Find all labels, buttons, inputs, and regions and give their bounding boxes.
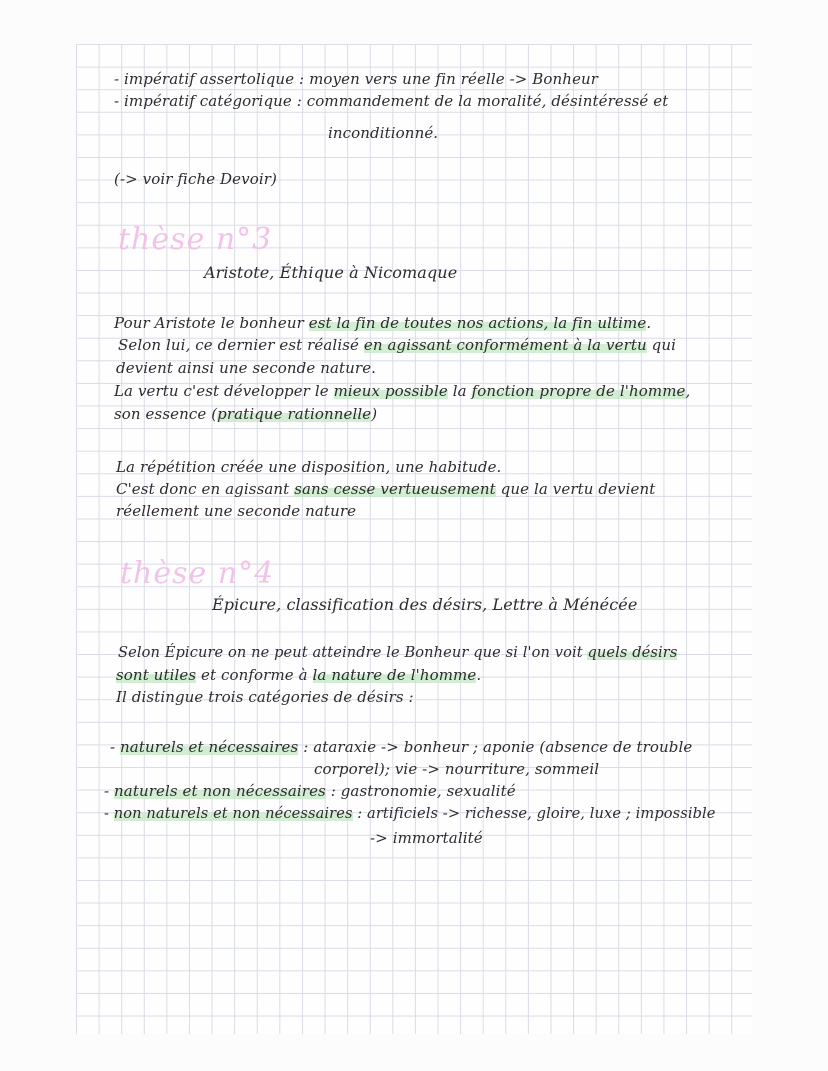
desire-category-natural-necessary xyxy=(110,738,692,756)
grid-paper xyxy=(76,44,752,1034)
these-3-heading: thèse n°3 xyxy=(118,222,273,257)
highlight: est la fin de toutes nos actions, la fin ultime xyxy=(308,314,647,332)
highlight: la nature de l'homme xyxy=(312,666,477,684)
text-segment: La vertu c'est développer le xyxy=(114,382,334,400)
text-segment: Pour Aristote le bonheur xyxy=(114,314,309,332)
highlight: non naturels et non nécessaires xyxy=(113,805,353,822)
text-segment: Selon lui, ce dernier est réalisé xyxy=(118,336,364,354)
these-4-line-1 xyxy=(118,644,677,662)
highlight: sans cesse vertueusement xyxy=(294,480,496,498)
highlight: naturels et non nécessaires xyxy=(114,782,326,800)
highlight: quels désirs xyxy=(587,644,678,661)
text-segment: . xyxy=(476,666,482,684)
these-4-heading: thèse n°4 xyxy=(120,556,275,591)
these-3-line-6: La répétition créée une disposition, une habitude. xyxy=(116,458,502,476)
these-3-line-4 xyxy=(114,382,690,400)
desire-category-natural-unnecessary xyxy=(104,782,516,800)
see-duty-note: (-> voir fiche Devoir) xyxy=(114,170,277,188)
text-segment: - xyxy=(104,805,114,822)
text-segment: - xyxy=(104,782,115,800)
desire-category-unnatural-unnecessary-continuation: -> immortalité xyxy=(370,829,483,847)
text-segment: et conforme à xyxy=(196,666,313,684)
imperative-assertoric-line: - impératif assertolique : moyen vers une fin réelle -> Bonheur xyxy=(114,70,599,88)
text-segment: Selon Épicure on ne peut atteindre le Bonheur que si l'on voit xyxy=(118,644,588,661)
text-segment: : artificiels -> richesse, gloire, luxe ; impossible xyxy=(352,805,716,822)
imperative-categorical-continuation: inconditionné. xyxy=(328,124,439,142)
highlight: fonction propre de l'homme xyxy=(471,382,686,400)
these-4-line-3: Il distingue trois catégories de désirs : xyxy=(116,688,414,706)
these-3-line-2 xyxy=(118,336,676,354)
text-segment: . xyxy=(646,314,652,332)
these-3-subtitle: Aristote, Éthique à Nicomaque xyxy=(204,263,458,282)
highlight: naturels et nécessaires xyxy=(120,738,299,756)
highlight: pratique rationnelle xyxy=(217,405,372,423)
text-segment: que la vertu devient xyxy=(495,480,656,498)
desire-category-natural-necessary-continuation: corporel); vie -> nourriture, sommeil xyxy=(314,760,600,778)
these-4-subtitle: Épicure, classification des désirs, Lettre à Ménécée xyxy=(212,595,638,614)
text-segment: la xyxy=(447,382,472,400)
text-segment: - xyxy=(110,738,121,756)
text-segment: ) xyxy=(371,405,378,423)
these-3-line-5 xyxy=(114,405,377,423)
text-segment: qui xyxy=(646,336,676,354)
these-4-line-2 xyxy=(116,666,481,684)
text-segment: son essence ( xyxy=(114,405,218,423)
these-3-line-7 xyxy=(116,480,655,498)
text-segment: : gastronomie, sexualité xyxy=(325,782,516,800)
text-segment: , xyxy=(685,382,691,400)
highlight: mieux possible xyxy=(333,382,448,400)
highlight: en agissant conformément à la vertu xyxy=(363,336,647,354)
text-segment: C'est donc en agissant xyxy=(116,480,295,498)
text-segment: : ataraxie -> bonheur ; aponie (absence de trouble xyxy=(298,738,693,756)
highlight: sont utiles xyxy=(116,666,197,684)
desire-category-unnatural-unnecessary xyxy=(104,805,716,823)
these-3-line-3: devient ainsi une seconde nature. xyxy=(116,359,377,377)
these-3-line-1 xyxy=(114,314,651,332)
imperative-categorical-line: - impératif catégorique : commandement de la moralité, désintéressé et xyxy=(114,92,669,110)
these-3-line-8: réellement une seconde nature xyxy=(116,502,357,520)
